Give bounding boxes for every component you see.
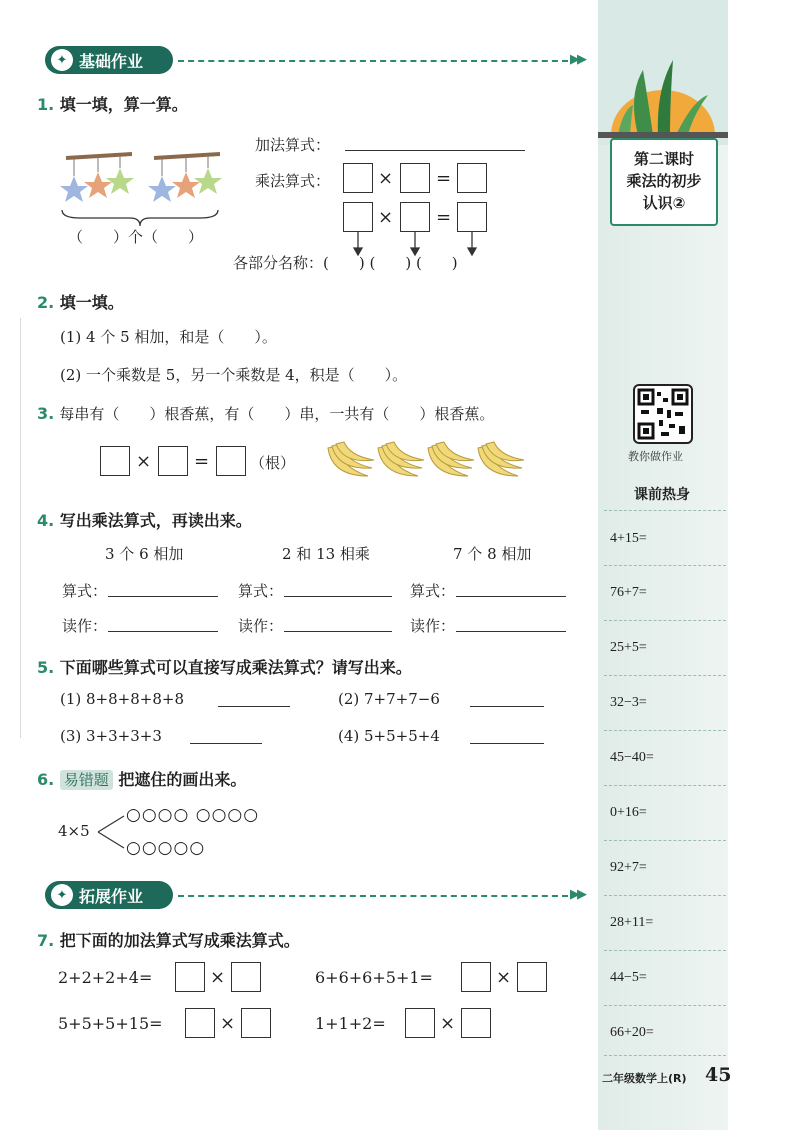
calc-item: 4+15= (610, 531, 647, 546)
q5-answer-line[interactable] (470, 743, 544, 744)
section-title: 基础作业 (79, 51, 144, 71)
q2-title: 填一填。 (59, 293, 124, 312)
calc-divider (604, 1005, 726, 1006)
q7-item-1: 2+2+2+4= (58, 968, 153, 987)
answer-box[interactable] (461, 1008, 491, 1038)
q3-number: 3. (37, 404, 55, 423)
answer-box[interactable] (241, 1008, 271, 1038)
calc-item: 45−40= (610, 750, 654, 765)
q5-answer-line[interactable] (190, 743, 262, 744)
q7-item-4: 1+1+2= (315, 1014, 386, 1033)
section-header-extend (45, 881, 173, 909)
q5-answer-line[interactable] (470, 706, 544, 707)
q1-mul-label: 乘法算式： (255, 172, 331, 190)
answer-box[interactable] (158, 446, 188, 476)
q3-unit: （根） (250, 454, 296, 472)
times-sign: × (496, 967, 512, 988)
q5-number: 5. (37, 658, 55, 677)
arrow-icon: ▶▶ (570, 887, 584, 902)
q4-title: 写出乘法算式，再读出来。 (59, 511, 252, 530)
calc-item: 28+11= (610, 915, 654, 930)
q7-item-2: 6+6+6+5+1= (315, 968, 433, 987)
q5-answer-line[interactable] (218, 706, 290, 707)
lesson-line-3: 认识② (642, 194, 686, 212)
lesson-title-box (610, 138, 718, 226)
q1-group-label: （ ）个（ ） (68, 228, 204, 246)
q6-heading (37, 767, 246, 790)
read-label: 读作： (410, 617, 456, 635)
calc-divider (604, 730, 726, 731)
lightbulb-icon: ✦ (51, 49, 73, 71)
answer-box[interactable] (405, 1008, 435, 1038)
calc-item: 25+5= (610, 640, 647, 655)
answer-box[interactable] (231, 962, 261, 992)
calc-item: 76+7= (610, 585, 647, 600)
calc-item: 0+16= (610, 805, 647, 820)
answer-box[interactable] (343, 163, 373, 193)
equals-sign: = (194, 451, 210, 472)
calc-divider (604, 950, 726, 951)
calc-item: 44−5= (610, 970, 647, 985)
q4-col-1: 3 个 6 相加 (105, 545, 184, 563)
times-sign: × (440, 1013, 456, 1034)
read-label: 读作： (238, 617, 284, 635)
answer-box[interactable] (400, 202, 430, 232)
calc-divider (604, 510, 726, 511)
q2-item-1: (1) 4 个 5 相加，和是（ ）。 (60, 328, 277, 346)
q5-item-2: (2) 7+7+7−6 (338, 690, 440, 708)
q7-item-3: 5+5+5+15= (58, 1014, 163, 1033)
q5-item-3: (3) 3+3+3+3 (60, 727, 162, 745)
qr-caption: 教你做作业 (628, 450, 683, 463)
read-label: 读作： (62, 617, 108, 635)
q6-title: 把遮住的画出来。 (118, 770, 247, 789)
section-divider (178, 60, 568, 62)
q2-item-2: (2) 一个乘数是 5，另一个乘数是 4，积是（ ）。 (60, 366, 408, 384)
calc-divider (604, 785, 726, 786)
equals-sign: = (436, 168, 452, 189)
answer-box[interactable] (100, 446, 130, 476)
footer-book: 二年级数学上(R) (602, 1072, 687, 1085)
times-sign: × (210, 967, 226, 988)
calc-divider (604, 565, 726, 566)
formula-answer-line[interactable] (108, 596, 218, 597)
lightbulb-icon: ✦ (51, 884, 73, 906)
answer-box[interactable] (457, 202, 487, 232)
add-answer-line[interactable] (345, 150, 525, 151)
q4-number: 4. (37, 511, 55, 530)
sidebar-header-art (598, 0, 728, 145)
read-answer-line[interactable] (284, 631, 392, 632)
q5-item-4: (4) 5+5+5+4 (338, 727, 440, 745)
group-brace (60, 208, 220, 228)
q7-number: 7. (37, 931, 55, 950)
times-sign: × (220, 1013, 236, 1034)
warmup-title: 课前热身 (634, 487, 690, 503)
q4-col-3: 7 个 8 相加 (453, 545, 532, 563)
q5-title: 下面哪些算式可以直接写成乘法算式？请写出来。 (59, 658, 412, 677)
formula-answer-line[interactable] (284, 596, 392, 597)
times-sign: × (378, 168, 394, 189)
formula-answer-line[interactable] (456, 596, 566, 597)
q7-title: 把下面的加法算式写成乘法算式。 (59, 931, 300, 950)
times-sign: × (136, 451, 152, 472)
circle-row-2: ○○○○○ (126, 838, 206, 858)
q3-heading (37, 403, 494, 424)
qr-code-icon[interactable] (633, 384, 693, 444)
read-answer-line[interactable] (456, 631, 566, 632)
calc-item: 32−3= (610, 695, 647, 710)
q7-heading (37, 928, 300, 951)
q4-col-2: 2 和 13 相乘 (282, 545, 370, 563)
q1-title: 填一填，算一算。 (59, 95, 188, 114)
equals-sign: = (436, 207, 452, 228)
answer-box[interactable] (343, 202, 373, 232)
page-number: 45 (705, 1064, 732, 1086)
answer-box[interactable] (517, 962, 547, 992)
formula-label: 算式： (62, 582, 108, 600)
answer-box[interactable] (461, 962, 491, 992)
q6-number: 6. (37, 770, 55, 789)
calc-divider (604, 675, 726, 676)
times-sign: × (378, 207, 394, 228)
q5-heading (37, 655, 412, 678)
q2-number: 2. (37, 293, 55, 312)
formula-label: 算式： (238, 582, 284, 600)
section-title: 拓展作业 (79, 886, 144, 906)
q1-parts-label: 各部分名称：( ) ( ) ( ) (233, 254, 458, 272)
answer-box[interactable] (457, 163, 487, 193)
q5-item-1: (1) 8+8+8+8+8 (60, 690, 185, 708)
formula-label: 算式： (410, 582, 456, 600)
arrow-icon: ▶▶ (570, 52, 584, 67)
q1-add-label: 加法算式： (255, 136, 331, 154)
calc-divider (604, 1055, 726, 1056)
q4-heading (37, 508, 252, 531)
circle-row-1: ○○○○ ○○○○ (126, 805, 260, 825)
lesson-line-1: 第二课时 (633, 150, 694, 168)
error-prone-badge: 易错题 (60, 770, 113, 790)
answer-box[interactable] (175, 962, 205, 992)
lesson-line-2: 乘法的初步 (626, 172, 702, 190)
calc-divider (604, 840, 726, 841)
section-header-basic (45, 46, 173, 74)
q3-title: 每串有（ ）根香蕉，有（ ）串，一共有（ ）根香蕉。 (59, 405, 495, 423)
plant-illustration (598, 0, 728, 145)
answer-box[interactable] (400, 163, 430, 193)
q1-heading (37, 92, 188, 115)
calc-divider (604, 895, 726, 896)
q6-expression: 4×5 (58, 822, 90, 840)
calc-item: 92+7= (610, 860, 647, 875)
calc-divider (604, 620, 726, 621)
answer-box[interactable] (185, 1008, 215, 1038)
branch-lines (96, 812, 126, 852)
q2-heading (37, 290, 124, 313)
section-divider (178, 895, 568, 897)
answer-box[interactable] (216, 446, 246, 476)
q1-number: 1. (37, 95, 55, 114)
page-margin-line (20, 318, 21, 738)
banana-bunches-illustration (322, 436, 532, 486)
read-answer-line[interactable] (108, 631, 218, 632)
calc-item: 66+20= (610, 1025, 654, 1040)
